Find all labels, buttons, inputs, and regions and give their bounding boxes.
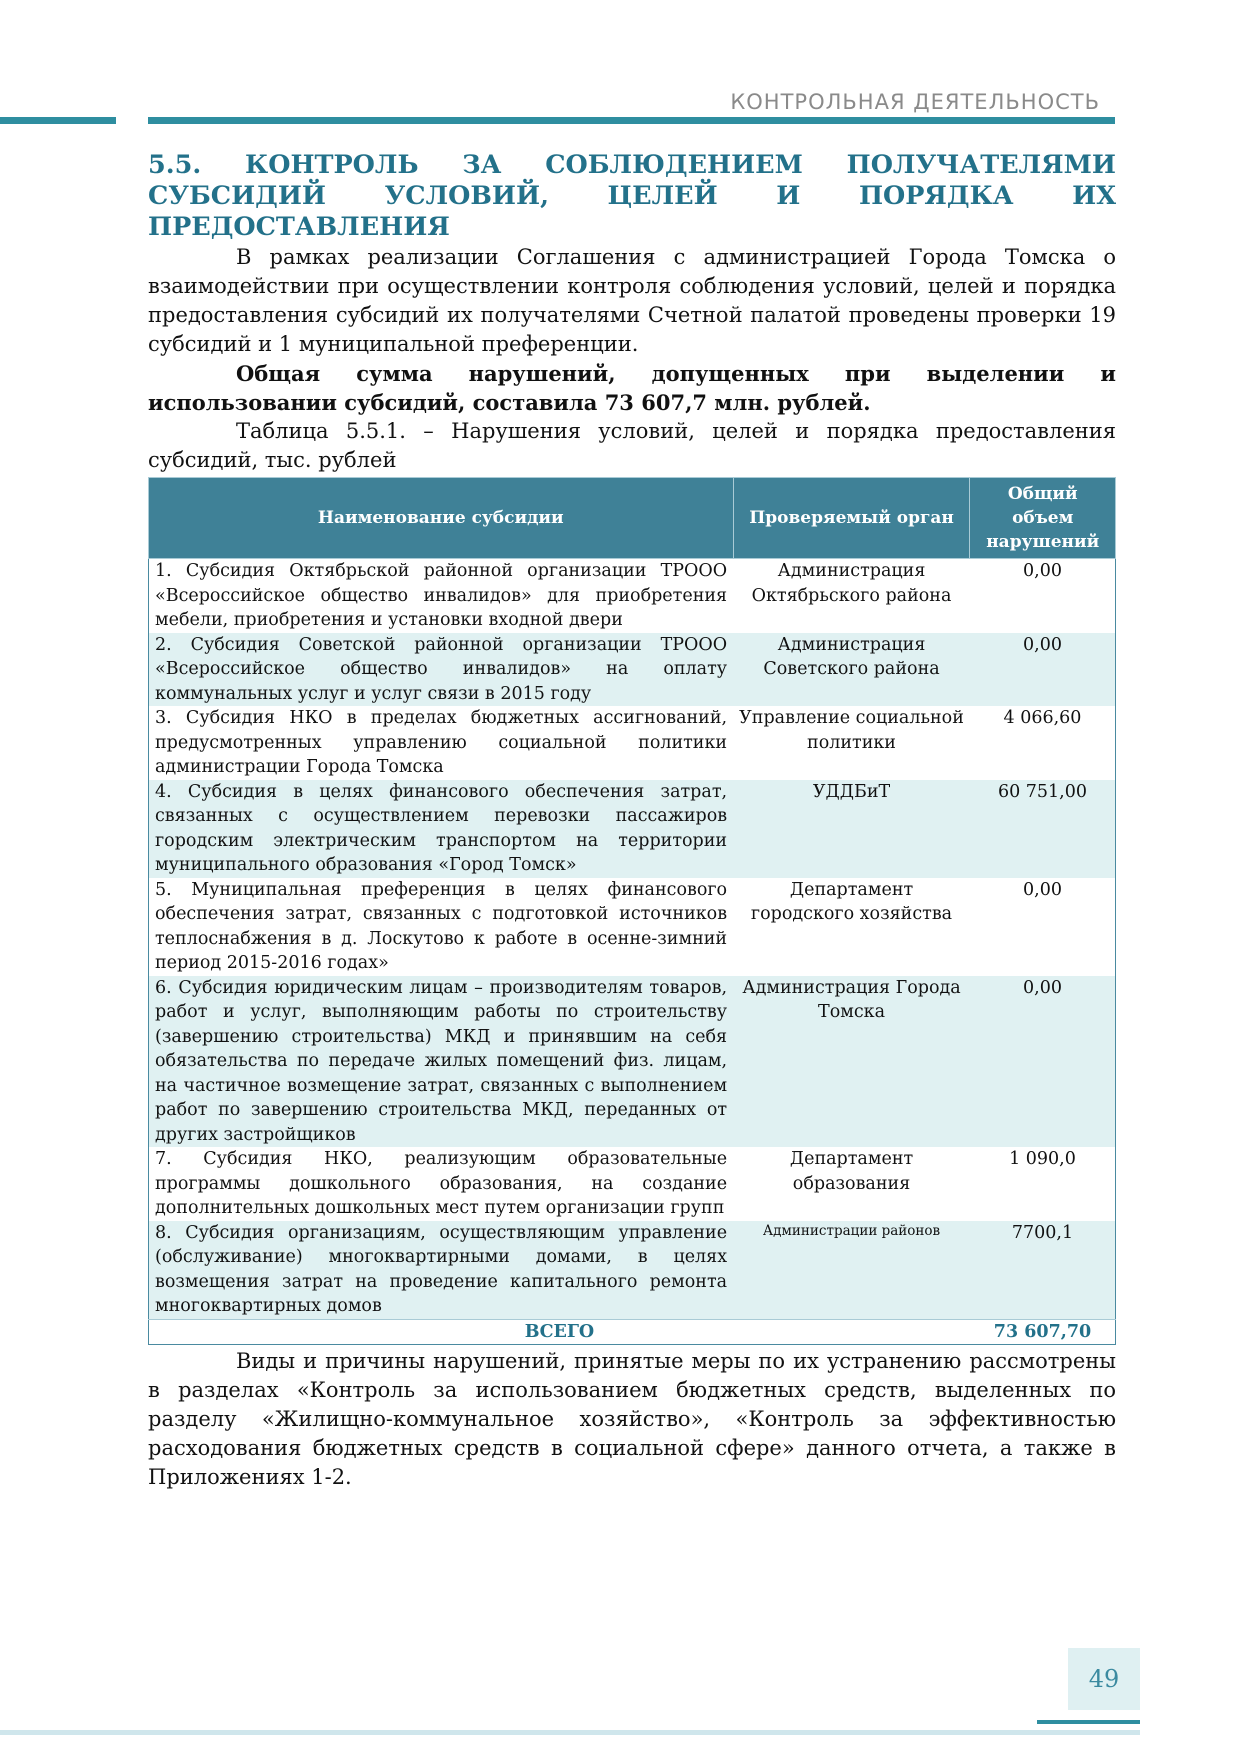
col-header-name: Наименование субсидии	[149, 478, 734, 559]
row-name: 3. Субсидия НКО в пределах бюджетных ассигнований, предусмотренных управлению социальной политики администрации Города Томска	[155, 708, 728, 777]
row-org: УДДБиТ	[733, 780, 970, 878]
row-org: Администрация Города Томска	[733, 976, 970, 1148]
row-name: 6. Субсидия юридическим лицам – производителям товаров, работ и услуг, выполняющим работы по строительству (завершению строительства) МКД и принявшим на себя обязательства по передаче жилых помещений физ. лицам, на частичное возмещение затрат, связанных с выполнением работ по завершению строительства МКД, переданных от других застройщиков	[149, 976, 734, 1148]
table-total-row	[149, 1319, 1116, 1345]
row-name: 8. Субсидия организациям, осуществляющим управление (обслуживание) многоквартирными домами, в целях возмещения затрат на проведение капитального ремонта многоквартирных домов	[149, 1221, 734, 1320]
running-header: КОНТРОЛЬНАЯ ДЕЯТЕЛЬНОСТЬ	[730, 90, 1100, 114]
table-row	[149, 559, 1116, 633]
footer-bar-dark	[1037, 1720, 1140, 1724]
total-label: ВСЕГО	[149, 1319, 970, 1345]
table-header-row	[149, 478, 1116, 559]
table-row	[149, 878, 1116, 976]
table-row	[149, 976, 1116, 1148]
table-row	[149, 1147, 1116, 1221]
footer-bar-light	[0, 1730, 1140, 1735]
total-amount: 73 607,70	[970, 1319, 1116, 1345]
table-row	[149, 633, 1116, 707]
row-amount: 0,00	[1023, 561, 1062, 581]
row-org: Администрации районов	[733, 1221, 970, 1320]
section-title: 5.5. КОНТРОЛЬ ЗА СОБЛЮДЕНИЕМ ПОЛУЧАТЕЛЯМИ СУБСИДИЙ УСЛОВИЙ, ЦЕЛЕЙ И ПОРЯДКА ИХ ПРЕДОСТАВЛЕНИЯ	[148, 150, 1116, 242]
col-header-amount: Общий объем нарушений	[970, 478, 1116, 559]
table-caption: Таблица 5.5.1. – Нарушения условий, целей и порядка предоставления субсидий, тыс. рублей	[148, 419, 1116, 472]
col-header-org: Проверяемый орган	[733, 478, 970, 559]
row-org: Управление социальной политики	[739, 708, 964, 753]
row-org: Администрация Октябрьского района	[751, 561, 952, 606]
header-bar-right	[148, 117, 1115, 124]
row-amount: 0,00	[970, 976, 1116, 1148]
row-amount: 0,00	[970, 633, 1116, 707]
row-org: Администрация Советского района	[733, 633, 970, 707]
table-row	[149, 706, 1116, 780]
row-amount: 60 751,00	[970, 780, 1116, 878]
summary-paragraph: Общая сумма нарушений, допущенных при выделении и использовании субсидий, составила 73 607,7 млн. рублей.	[148, 361, 1116, 415]
row-amount: 0,00	[1023, 879, 1062, 900]
page-content	[148, 150, 1116, 1492]
violations-table	[148, 477, 1116, 1345]
row-name: 5. Муниципальная преференция в целях финансового обеспечения затрат, связанных с подготовкой источников теплоснабжения в д. Лоскутово к работе в осенне-зимний период 2015-2016 годах»	[155, 879, 728, 973]
row-amount: 1 090,0	[1009, 1149, 1076, 1169]
table-row	[149, 780, 1116, 878]
row-name: 4. Субсидия в целях финансового обеспечения затрат, связанных с осуществлением перевозки пассажиров городским электрическим транспортом на территории муниципального образования «Город Томск»	[149, 780, 734, 878]
header-bar-left	[0, 117, 116, 124]
conclusion-paragraph: Виды и причины нарушений, принятые меры по их устранению рассмотрены в разделах «Контроль за использованием бюджетных средств, выделенных по разделу «Жилищно-коммунальное хозяйство», «Контроль за эффективностью расходования бюджетных средств в социальной сфере» данного отчета, а также в Приложениях 1-2.	[148, 1349, 1116, 1489]
row-name: 2. Субсидия Советской районной организации ТРООО «Всероссийское общество инвалидов» на оплату коммунальных услуг и услуг связи в 2015 году	[149, 633, 734, 707]
row-name: 7. Субсидия НКО, реализующим образовательные программы дошкольного образования, на создание дополнительных дошкольных мест путем организации групп	[155, 1149, 728, 1218]
row-org: Департамент образования	[789, 1149, 914, 1194]
row-org: Департамент городского хозяйства	[750, 879, 953, 924]
table-row	[149, 1221, 1116, 1320]
intro-paragraph: В рамках реализации Соглашения с администрацией Города Томска о взаимодействии при осуществлении контроля соблюдения условий, целей и порядка предоставления субсидий их получателями Счетной палатой проведены проверки 19 субсидий и 1 муниципальной преференции.	[148, 245, 1116, 356]
row-name: 1. Субсидия Октябрьской районной организации ТРООО «Всероссийское общество инвалидов» для приобретения мебели, приобретения и установки входной двери	[155, 561, 728, 630]
row-amount: 7700,1	[970, 1221, 1116, 1320]
row-amount: 4 066,60	[1003, 708, 1082, 728]
page-number: 49	[1068, 1648, 1140, 1710]
